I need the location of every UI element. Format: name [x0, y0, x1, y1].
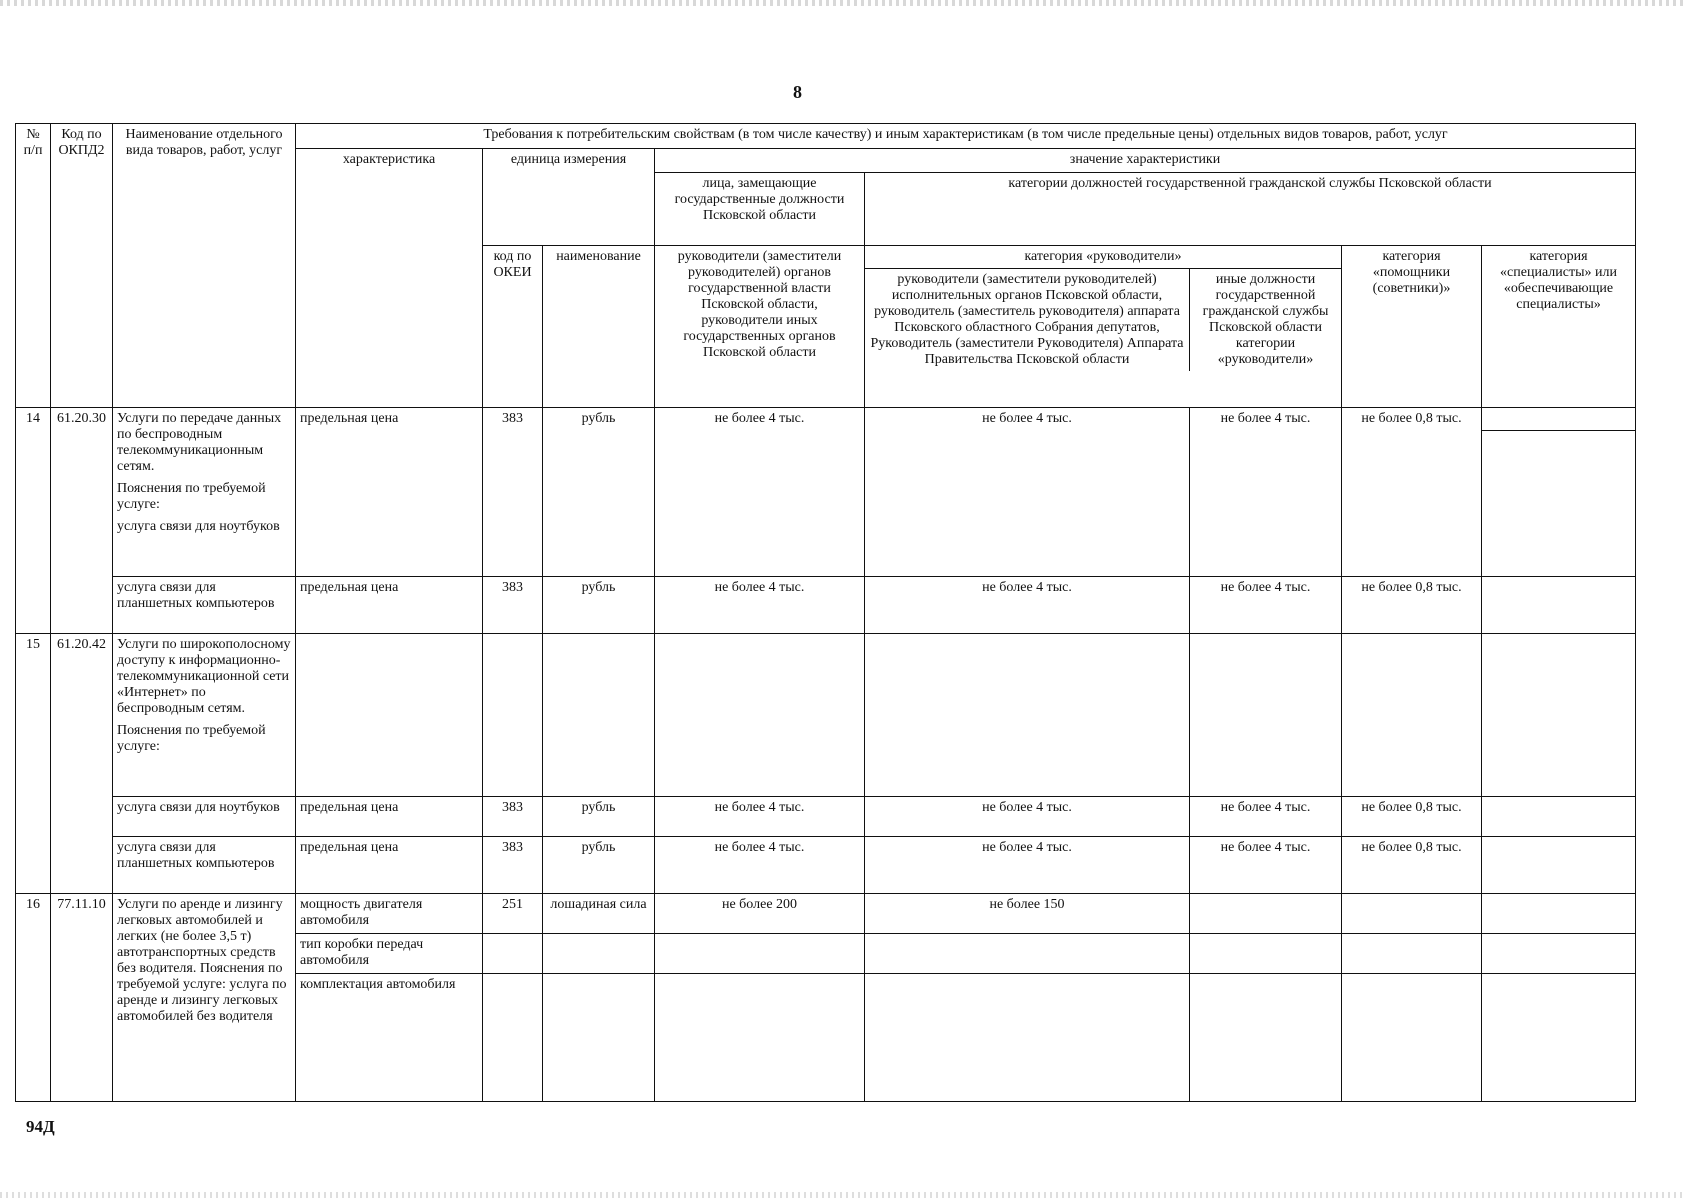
row-value-4: не более 0,8 тыс. — [1342, 797, 1482, 837]
row-characteristic: комплектация автомобиля — [296, 974, 483, 1102]
row-value-3: не более 4 тыс. — [1190, 837, 1342, 894]
row-okei: 251 — [483, 894, 543, 934]
row-value-3: не более 4 тыс. — [1190, 577, 1342, 634]
row-code: 61.20.30 — [51, 408, 113, 577]
header-requirements: Требования к потребительским свойствам (в том числе качеству) и иным характеристикам (в том числе предельные цены) отдельных видов товаров, работ, услуг — [296, 124, 1636, 149]
header-persons: лица, замещающие государственные должности Псковской области — [655, 173, 865, 246]
row-value-4: не более 0,8 тыс. — [1342, 837, 1482, 894]
row-unit: рубль — [543, 577, 655, 634]
header-characteristic: характеристика — [296, 149, 483, 408]
header-leaders-exec: руководители (заместители руководителей) исполнительных органов Псковской области, руководитель (заместитель руководителя) аппарата Псковского областного Собрания депутатов, Руководитель (заместители Руководителя) Аппарата Правительства Псковской области — [865, 269, 1190, 371]
row-okei: 383 — [483, 837, 543, 894]
table-row — [16, 577, 1636, 634]
header-category-leaders-block — [865, 246, 1342, 408]
row-value-5 — [1482, 408, 1636, 577]
header-unit-code: код по ОКЕИ — [483, 246, 543, 408]
row-okei: 383 — [483, 408, 543, 577]
row-unit: рубль — [543, 408, 655, 577]
header-num: № п/п — [16, 124, 51, 408]
row-value-3: не более 4 тыс. — [1190, 797, 1342, 837]
row-name: услуга связи для планшетных компьютеров — [113, 577, 296, 634]
row-okei: 383 — [483, 577, 543, 634]
footer-code: 94Д — [26, 1117, 55, 1136]
row-value-4: не более 0,8 тыс. — [1342, 408, 1482, 577]
row-code: 77.11.10 — [51, 894, 113, 1102]
row-name: Услуги по широкополосному доступу к информационно-телекоммуникационной сети «Интернет» по беспроводным сетям. Пояснения по требуемой услуге: — [113, 634, 296, 797]
table-row — [16, 894, 1636, 934]
row-num: 15 — [16, 634, 51, 797]
row-characteristic: мощность двигателя автомобиля — [296, 894, 483, 934]
row-value-2: не более 150 — [865, 894, 1190, 934]
row-value-3: не более 4 тыс. — [1190, 408, 1342, 577]
row-value-2: не более 4 тыс. — [865, 797, 1190, 837]
row-unit: рубль — [543, 797, 655, 837]
scan-edge-bottom — [0, 1192, 1686, 1198]
header-categories: категории должностей государственной гражданской службы Псковской области — [865, 173, 1636, 246]
requirements-table — [15, 123, 1636, 1102]
row-name: услуга связи для планшетных компьютеров — [113, 837, 296, 894]
page-number: 8 — [793, 82, 802, 102]
row-value-1: не более 4 тыс. — [655, 837, 865, 894]
row-characteristic: предельная цена — [296, 837, 483, 894]
header-category-leaders: категория «руководители» — [865, 246, 1341, 269]
row-characteristic: предельная цена — [296, 577, 483, 634]
header-value: значение характеристики — [655, 149, 1636, 173]
header-leaders-organs: руководители (заместители руководителей) органов государственной власти Псковской области, руководители иных государственных органов Псковской области — [655, 246, 865, 408]
table-row — [16, 837, 1636, 894]
row-value-4: не более 0,8 тыс. — [1342, 577, 1482, 634]
row-characteristic: предельная цена — [296, 408, 483, 577]
row-characteristic: предельная цена — [296, 797, 483, 837]
header-okpd: Код по ОКПД2 — [51, 124, 113, 408]
scan-edge-top — [0, 0, 1686, 6]
row-value-1: не более 4 тыс. — [655, 577, 865, 634]
header-name: Наименование отдельного вида товаров, работ, услуг — [113, 124, 296, 408]
row-code: 61.20.42 — [51, 634, 113, 797]
row-okei: 383 — [483, 797, 543, 837]
row-name: услуга связи для ноутбуков — [113, 797, 296, 837]
row-num: 14 — [16, 408, 51, 577]
table-row — [16, 408, 1636, 577]
row-value-2: не более 4 тыс. — [865, 408, 1190, 577]
row-unit: лошадиная сила — [543, 894, 655, 934]
row-value-1: не более 4 тыс. — [655, 797, 865, 837]
table-row — [16, 797, 1636, 837]
header-other-positions: иные должности государственной гражданской службы Псковской области категории «руководители» — [1202, 272, 1329, 367]
header-category-assistants: категория «помощники (советники)» — [1342, 246, 1482, 408]
row-value-2: не более 4 тыс. — [865, 577, 1190, 634]
row-num: 16 — [16, 894, 51, 1102]
header-unit: единица измерения — [483, 149, 655, 246]
row-value-2: не более 4 тыс. — [865, 837, 1190, 894]
row-characteristic: тип коробки передач автомобиля — [296, 934, 483, 974]
row-name: Услуги по аренде и лизингу легковых автомобилей и легких (не более 3,5 т) автотранспортных средств без водителя. Пояснения по требуемой услуге: услуга по аренде и лизингу легковых автомобилей без водителя — [113, 894, 296, 1102]
header-category-specialists: категория «специалисты» или «обеспечивающие специалисты» — [1482, 246, 1636, 408]
header-unit-name: наименование — [543, 246, 655, 408]
row-value-1: не более 200 — [655, 894, 865, 934]
row-unit: рубль — [543, 837, 655, 894]
row-value-1: не более 4 тыс. — [655, 408, 865, 577]
table-row — [16, 634, 1636, 797]
row-value-5 — [1482, 577, 1636, 634]
row-name: Услуги по передаче данных по беспроводным телекоммуникационным сетям. Пояснения по требуемой услуге: услуга связи для ноутбуков — [113, 408, 296, 577]
